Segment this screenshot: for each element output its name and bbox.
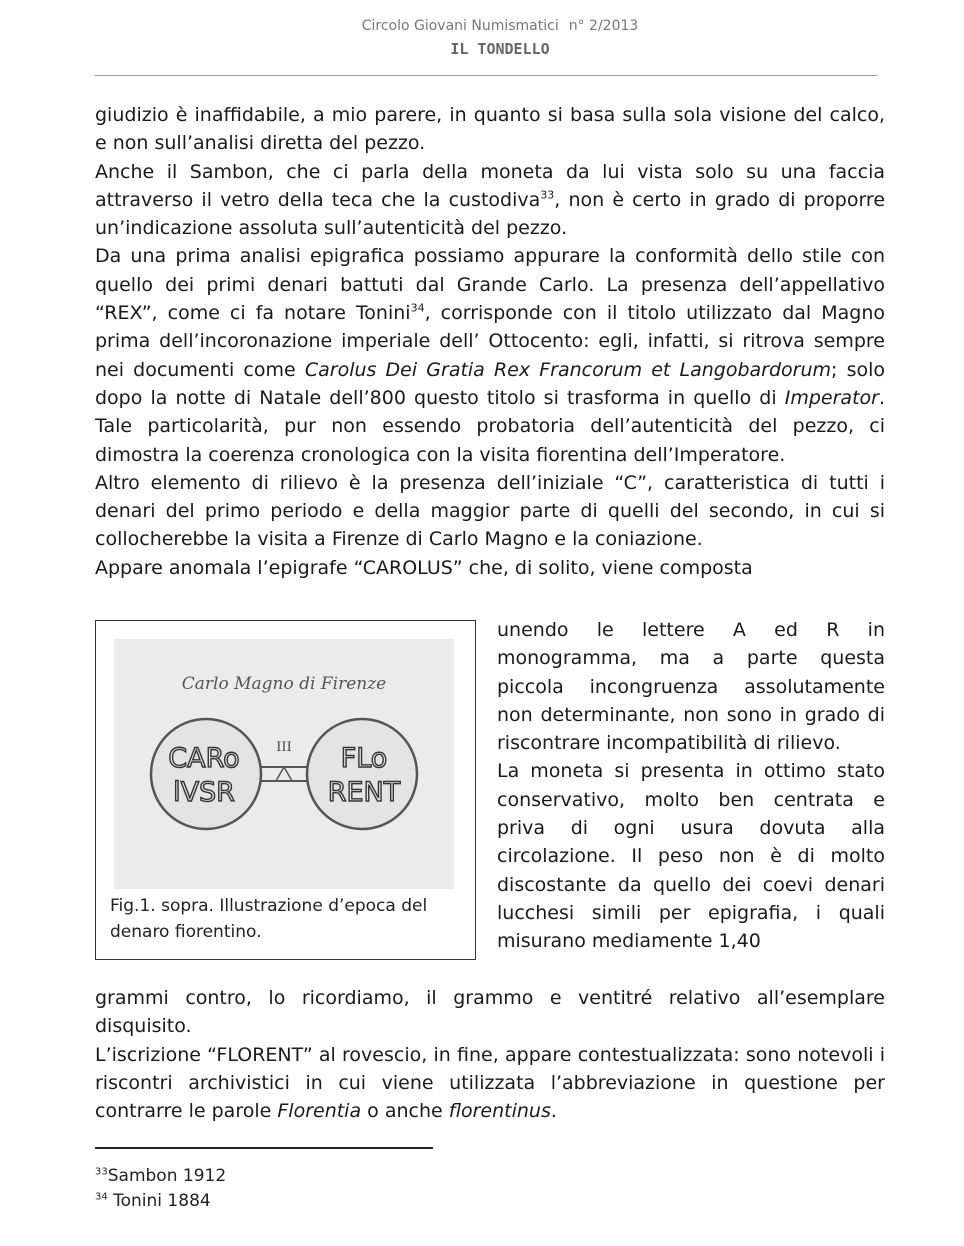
- text-run: , corrisponde con il titolo utilizzato dal Magno prima dell’incoronazione imperiale dell’ Ottocento: egli, infatti, si ritrova sempre nei documenti come: [95, 302, 885, 381]
- italic-text: florentinus: [448, 1100, 551, 1123]
- text-run: Anche il Sambon, che ci parla della moneta da lui vista solo su una faccia attraverso il vetro della teca che la custodiva: [95, 160, 885, 211]
- footnote-number: 34: [95, 1191, 108, 1203]
- footnote-reference: 33: [540, 188, 555, 202]
- coin-illustration: [114, 639, 454, 889]
- text-run: .: [550, 1100, 557, 1123]
- footnote-reference: 34: [410, 301, 425, 315]
- text-run: , non è certo in grado di proporre un’indicazione assoluta sull’autenticità del pezzo.: [95, 188, 886, 240]
- footnote-33: [95, 1165, 226, 1187]
- italic-text: Imperator: [784, 386, 879, 409]
- text-run: . Tale particolarità, pur non essendo probatoria dell’autenticità del pezzo, ci dimostra la coerenza cronologica con la visita fiorentina dell’Imperatore.: [95, 386, 885, 466]
- text-run: ; solo dopo la notte di Natale dell’800 questo titolo si trasforma in quello di: [95, 358, 885, 409]
- paragraph: [95, 101, 885, 158]
- italic-text: Carolus Dei Gratia Rex Francorum et Langobardorum: [304, 358, 832, 381]
- figure-frame: [95, 620, 476, 960]
- text-run: unendo le lettere A ed R in monogramma, ma a parte questa piccola incongruenza assolutamente non determinante, non sono in grado di riscontrare incompatibilità di rilievo.: [497, 619, 885, 755]
- italic-text: Florentia: [277, 1100, 362, 1123]
- reverse-legend-top: FLo: [340, 743, 388, 774]
- obverse-coin: [151, 719, 261, 829]
- paragraph: [497, 757, 885, 955]
- body-text-top: [95, 101, 885, 582]
- paragraph: [95, 242, 885, 468]
- body-text-beside-figure: [497, 616, 885, 956]
- text-run: Da una prima analisi epigrafica possiamo appurare la conformità dello stile con quello dei primi denari battuti dal Grande Carlo. La presenza dell’appellativo “REX”, come ci fa notare Tonini: [95, 245, 885, 325]
- text-run: Appare anomala l’epigrafe “CAROLUS” che, di solito, viene composta: [95, 556, 753, 579]
- footnote-text: Tonini 1884: [107, 1191, 211, 1211]
- footnote-34: [95, 1190, 211, 1212]
- text-run: La moneta si presenta in ottimo stato conservativo, molto ben centrata e priva di ogni usura dovuta alla circolazione. Il peso non è di molto discostante da quello dei coevi denari lucchesi simili per epigrafia, i quali misurano mediamente 1,40: [497, 760, 885, 953]
- body-text-bottom: [95, 984, 885, 1125]
- text-run: giudizio è inaffidabile, a mio parere, in quanto si basa sulla sola visione del calco, e non sull’analisi diretta del pezzo.: [95, 104, 885, 155]
- obverse-legend-bottom: lVSR: [173, 777, 235, 808]
- obverse-legend-top: CARo: [168, 743, 240, 774]
- paragraph: [497, 616, 885, 757]
- issue-number: n° 2/2013: [568, 18, 639, 34]
- text-run: grammi contro, lo ricordiamo, il grammo e ventitré relativo all’esemplare disquisito.: [95, 987, 885, 1038]
- illustration-script-title: Carlo Magno di Firenze: [181, 674, 387, 694]
- figure-caption: Fig.1. sopra. Illustrazione d’epoca del denaro fiorentino.: [110, 896, 428, 942]
- paragraph: [95, 1041, 885, 1126]
- text-run: Altro elemento di rilievo è la presenza dell’iniziale “C”, caratteristica di tutti i denari del primo periodo e della maggior parte di quelli del secondo, in cui si collocherebbe la visita a Firenze di Carlo Magno e la coniazione.: [95, 471, 885, 551]
- paragraph: [95, 158, 885, 243]
- journal-name: Circolo Giovani Numismatici: [361, 18, 559, 34]
- header-divider: [95, 75, 877, 76]
- paragraph: [95, 984, 885, 1041]
- reverse-legend-bottom: RENT: [327, 777, 401, 808]
- journal-title: IL TONDELLO: [450, 40, 550, 58]
- paragraph: [95, 469, 885, 554]
- text-run: L’iscrizione “FLORENT” al rovescio, in fine, appare contestualizzata: sono notevoli i riscontri archivistici in cui viene utilizzata l’abbreviazione in questione per contrarre le parole: [95, 1043, 885, 1123]
- denomination-mark: III: [276, 740, 292, 755]
- footnote-number: 33: [95, 1166, 108, 1178]
- running-header: [300, 18, 700, 34]
- footnote-text: Sambon 1912: [107, 1166, 227, 1186]
- reverse-coin: [307, 719, 417, 829]
- footnote-divider: [95, 1147, 433, 1149]
- paragraph: [95, 554, 885, 582]
- text-run: o anche: [361, 1100, 449, 1123]
